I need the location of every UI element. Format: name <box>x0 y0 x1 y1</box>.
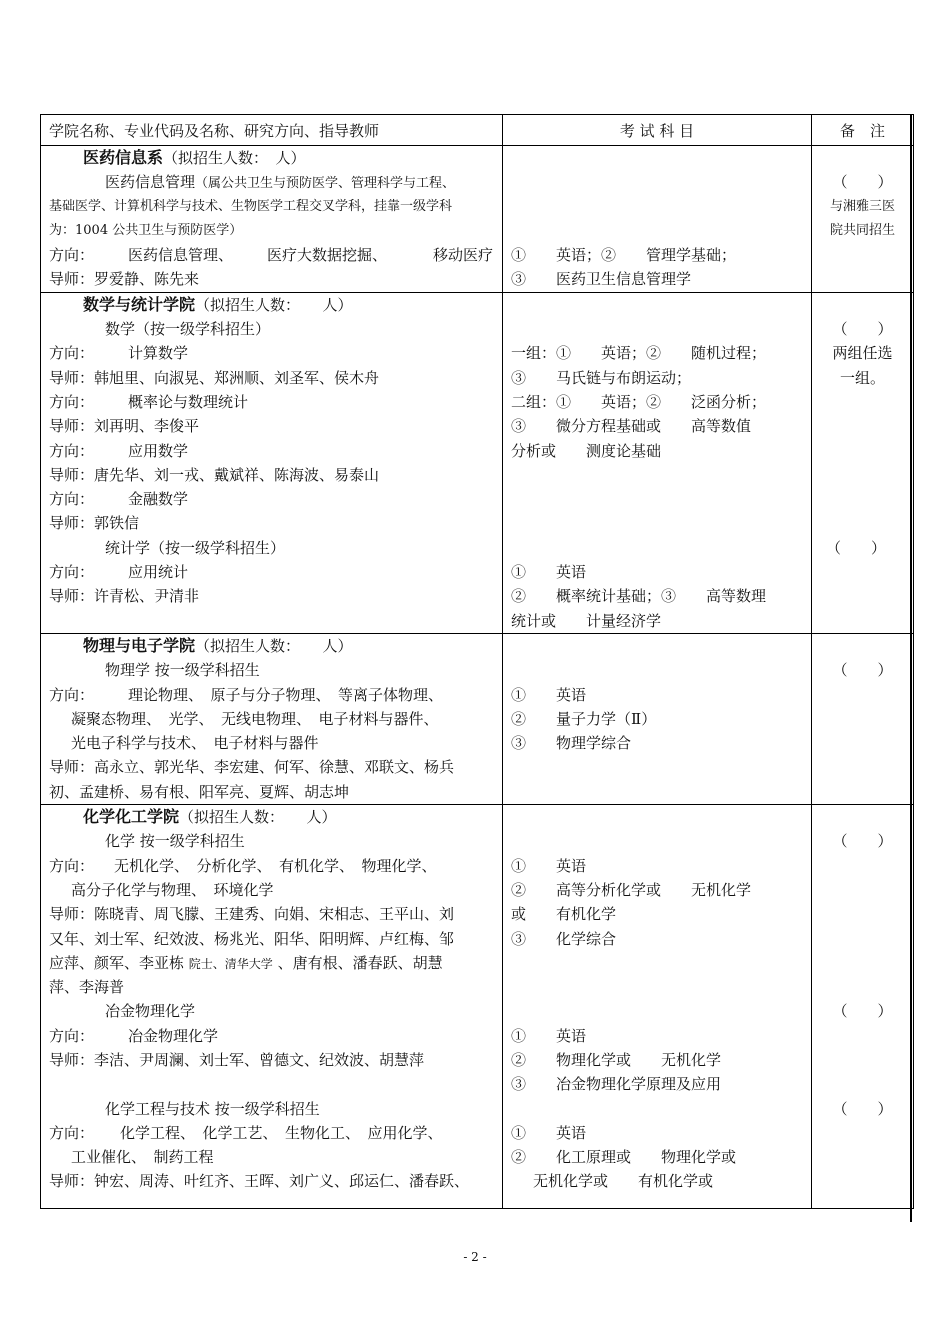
section1-exam-line1: ① 英语；② 管理学基础； <box>511 246 737 265</box>
section4-remarks <box>812 805 914 1209</box>
section2-exam3: 二组：① 英语；② 泛函分析； <box>511 392 767 411</box>
section3-exam1: ① 英语 <box>511 685 587 704</box>
section4-exams <box>503 805 812 1209</box>
header-col1: 学院名称、专业代码及名称、研究方向、指导教师 <box>41 115 503 146</box>
section1-tutors: 导师：罗爱静、陈先来 <box>49 270 200 289</box>
section2-dir4: 方向： 金融数学 <box>49 490 189 509</box>
section4-exam7: ③ 冶金物理化学原理及应用 <box>511 1075 722 1094</box>
section2-exam5: 分析或 测度论基础 <box>511 441 662 460</box>
section2-dir1: 方向： 计算数学 <box>49 344 189 363</box>
section3-tut1: 导师：高永立、郭光华、李宏建、何军、徐慧、邓联文、杨兵 <box>49 758 455 777</box>
section4-major3: 化学工程与技术 按一级学科招生 <box>105 1099 320 1118</box>
section4-exam3: 或 有机化学 <box>511 905 617 924</box>
section1-major: 医药信息管理（属公共卫生与预防医学、管理科学与工程、 <box>105 173 456 192</box>
section3-exam2: ② 量子力学（Ⅱ） <box>511 709 657 728</box>
section2-major2: 统计学（按一级学科招生） <box>105 538 286 557</box>
section4-exam1: ① 英语 <box>511 856 587 875</box>
section3-dirs2: 凝聚态物理、 光学、 无线电物理、 电子材料与器件、 <box>71 709 439 728</box>
section2-exam6: ① 英语 <box>511 563 587 582</box>
section1-major-note3: 为：1004 公共卫生与预防医学） <box>49 222 243 238</box>
section1-exam-line2: ③ 医药卫生信息管理学 <box>511 270 692 289</box>
section4-tut5: 导师：李洁、尹周澜、刘士军、曾德文、纪效波、胡慧萍 <box>49 1050 425 1069</box>
section1-exams <box>503 146 812 293</box>
section-chemistry <box>41 805 914 1209</box>
section2-tut4: 导师：郭铁信 <box>49 514 140 533</box>
section3-info <box>41 633 503 804</box>
section1-major-note: 基础医学、计算机科学与技术、生物医学工程交叉学科，挂靠一级学科 <box>49 198 453 214</box>
section2-remark3: 一组。 <box>839 368 885 387</box>
section4-remark3: （ ） <box>832 1099 893 1118</box>
section3-remark1: （ ） <box>832 661 893 680</box>
section2-dir3: 方向： 应用数学 <box>49 441 189 460</box>
section-physics-electronics <box>41 633 914 804</box>
section2-exam4: ③ 微分方程基础或 高等数值 <box>511 417 752 436</box>
section3-tut2: 初、孟建桥、易有根、阳军亮、夏辉、胡志坤 <box>49 782 350 801</box>
section1-remark1: （ ） <box>832 173 893 192</box>
admissions-table <box>40 114 914 1209</box>
section1-remark2: 与湘雅三医 <box>829 198 895 214</box>
section4-exam9: ② 化工原理或 物理化学或 <box>511 1148 737 1167</box>
section1-directions: 方向： 医药信息管理、 医疗大数据挖掘、 移动医疗 <box>49 246 494 265</box>
section2-exam1: 一组：① 英语；② 随机过程； <box>511 344 767 363</box>
section1-remarks <box>812 146 914 293</box>
section2-remark1: （ ） <box>832 320 893 339</box>
section2-remarks <box>812 292 914 633</box>
section2-title: 数学与统计学院（拟招生人数： 人） <box>83 294 353 314</box>
section4-exam4: ③ 化学综合 <box>511 929 617 948</box>
section-medical-informatics <box>41 146 914 293</box>
section2-exam8: 统计或 计量经济学 <box>511 611 662 630</box>
section2-exams <box>503 292 812 633</box>
section4-dir2: 方向： 冶金物理化学 <box>49 1026 219 1045</box>
section2-tut3: 导师：唐先华、刘一戎、戴斌祥、陈海波、易泰山 <box>49 465 380 484</box>
section3-dirs1: 方向： 理论物理、 原子与分子物理、 等离子体物理、 <box>49 685 444 704</box>
section4-remark1: （ ） <box>832 832 893 851</box>
section4-title: 化学化工学院（拟招生人数： 人） <box>83 807 337 827</box>
section2-dir5: 方向： 应用统计 <box>49 563 189 582</box>
header-col2: 考 试 科 目 <box>503 115 812 146</box>
section4-tut1: 导师：陈晓青、周飞朦、王建秀、向娟、宋相志、王平山、刘 <box>49 905 455 924</box>
section4-dirs4: 工业催化、 制药工程 <box>71 1148 214 1167</box>
section4-dirs2: 高分子化学与物理、 环境化学 <box>71 880 274 899</box>
section2-info <box>41 292 503 633</box>
section1-title: 医药信息系（拟招生人数： 人） <box>83 148 306 167</box>
section4-tut2: 又年、刘士军、纪效波、杨兆光、阳华、阳明辉、卢红梅、邹 <box>49 929 455 948</box>
section2-tut2: 导师：刘再明、李俊平 <box>49 417 200 436</box>
section4-dirs1: 方向： 无机化学、 分析化学、 有机化学、 物理化学、 <box>49 856 437 875</box>
section4-major1: 化学 按一级学科招生 <box>105 832 245 851</box>
section3-remarks <box>812 633 914 804</box>
section4-exam2: ② 高等分析化学或 无机化学 <box>511 880 752 899</box>
page-number: - 2 - <box>463 1250 487 1264</box>
section4-dirs3: 方向： 化学工程、 化学工艺、 生物化工、 应用化学、 <box>49 1123 443 1142</box>
section3-dirs3: 光电子科学与技术、 电子材料与器件 <box>71 734 319 753</box>
section1-remark3: 院共同招生 <box>829 222 895 238</box>
section4-exam6: ② 物理化学或 无机化学 <box>511 1050 722 1069</box>
section4-exam8: ① 英语 <box>511 1123 587 1142</box>
section3-major: 物理学 按一级学科招生 <box>105 661 260 680</box>
section4-exam5: ① 英语 <box>511 1026 587 1045</box>
table-header-row <box>41 115 914 146</box>
section3-exams <box>503 633 812 804</box>
section4-tut4: 萍、李海普 <box>49 978 125 997</box>
section1-info <box>41 146 503 293</box>
section2-major1: 数学（按一级学科招生） <box>105 320 271 339</box>
section3-exam3: ③ 物理学综合 <box>511 734 632 753</box>
section2-dir2: 方向： 概率论与数理统计 <box>49 392 249 411</box>
section2-exam7: ② 概率统计基础；③ 高等数理 <box>511 587 767 606</box>
section2-exam2: ③ 马氏链与布朗运动； <box>511 368 692 387</box>
section4-major2: 冶金物理化学 <box>105 1002 196 1021</box>
section2-tut5: 导师：许青松、尹清非 <box>49 587 200 606</box>
section2-tut1: 导师：韩旭里、向淑晃、郑洲顺、刘圣军、侯木舟 <box>49 368 380 387</box>
section4-info <box>41 805 503 1209</box>
header-col3: 备 注 <box>812 115 914 146</box>
section4-tut6: 导师：钟宏、周涛、叶红齐、王晖、刘广义、邱运仁、潘春跃、 <box>49 1172 470 1191</box>
section-math-statistics <box>41 292 914 633</box>
section4-tut3: 应萍、颜军、李亚栋 院士、清华大学 、唐有根、潘春跃、胡慧 <box>49 953 443 972</box>
section3-title: 物理与电子学院（拟招生人数： 人） <box>83 635 353 655</box>
section2-remark2: 两组任选 <box>832 344 893 363</box>
section4-remark2: （ ） <box>832 1002 893 1021</box>
section2-remark4: （ ） <box>826 538 887 557</box>
section4-exam10: 无机化学或 有机化学或 <box>533 1172 714 1191</box>
